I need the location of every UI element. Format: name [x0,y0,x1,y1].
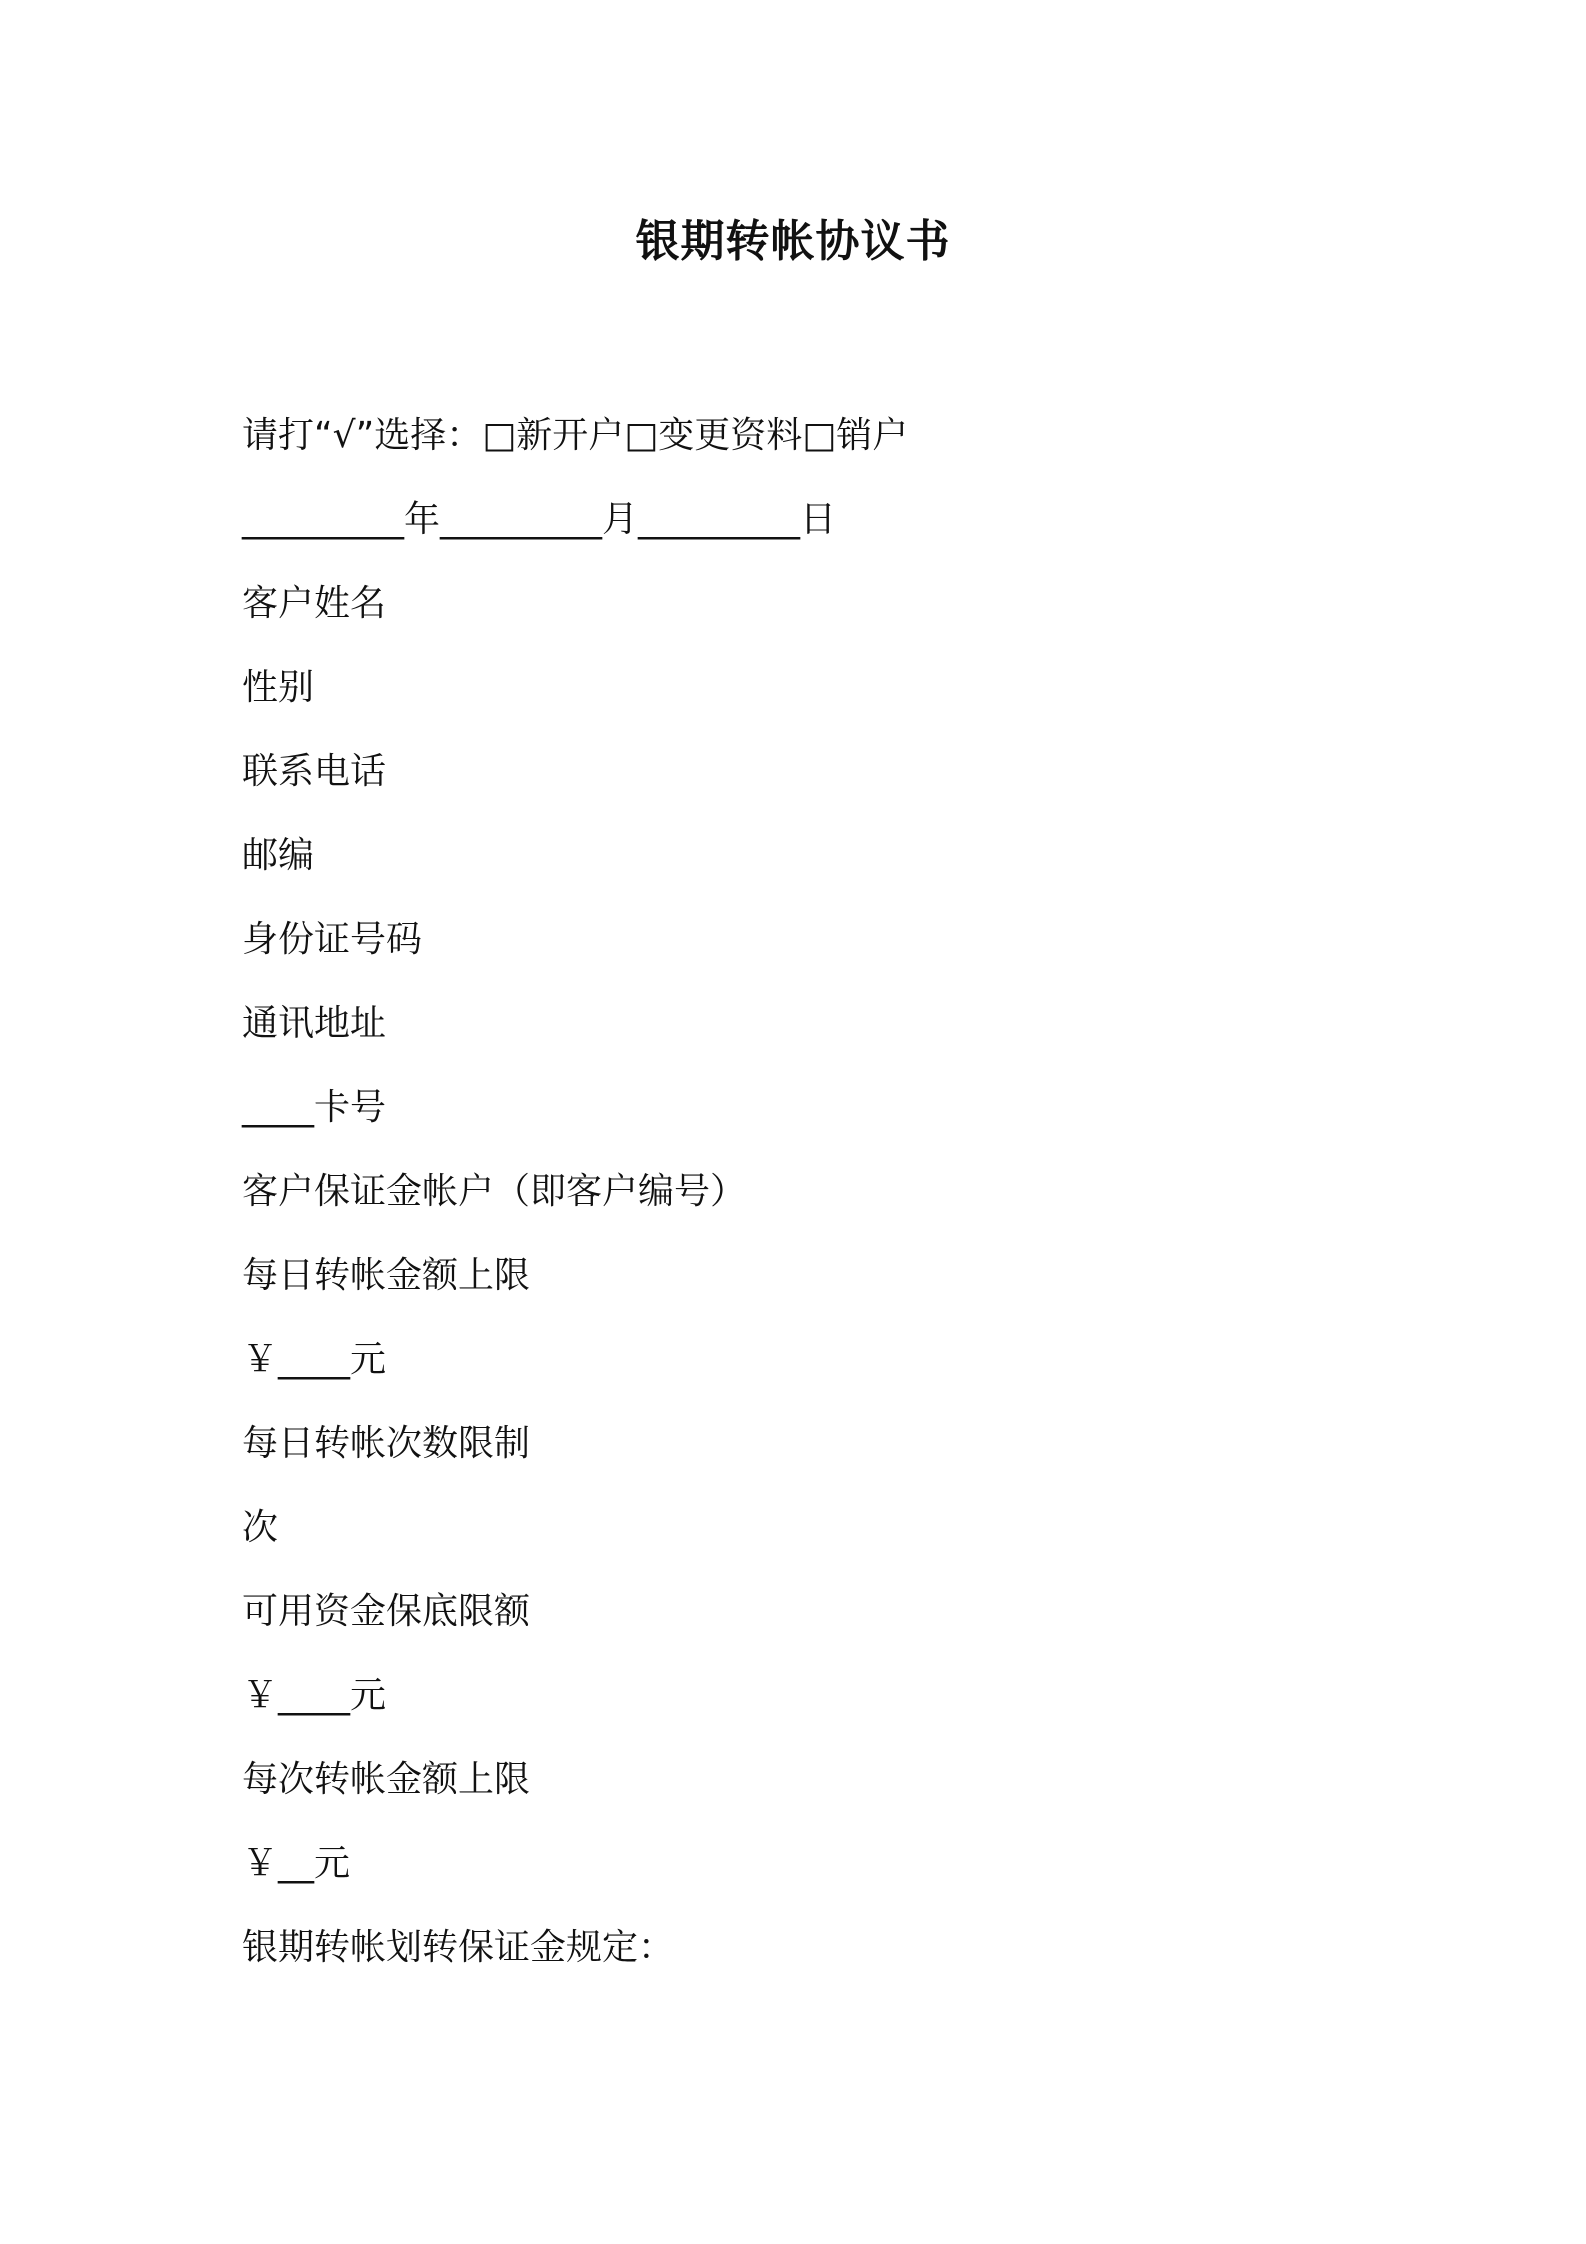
document-title: 银期转帐协议书 [635,216,951,267]
field-id-number: 身份证号码 [242,919,423,960]
field-min-balance: 可用资金保底限额 [242,1591,531,1632]
field-margin-account: 客户保证金帐户（即客户编号） [242,1171,747,1212]
field-address: 通讯地址 [242,1003,387,1044]
field-customer-name: 客户姓名 [242,583,387,624]
date-line: _________年_________月_________日 [242,499,836,540]
section-transfer-rules: 银期转帐划转保证金规定： [242,1927,675,1968]
field-daily-count-value: 次 [242,1507,279,1548]
field-phone: 联系电话 [242,751,387,792]
field-per-transfer-value: ￥__元 [242,1843,351,1884]
field-card-number: ____卡号 [242,1087,387,1128]
field-postcode: 邮编 [242,835,315,876]
field-daily-amount-limit: 每日转帐金额上限 [242,1255,531,1296]
selection-instruction: 请打“√”选择：□新开户□变更资料□销户 [242,415,909,456]
field-daily-amount-value: ￥____元 [242,1339,387,1380]
field-gender: 性别 [242,667,315,708]
field-per-transfer-limit: 每次转帐金额上限 [242,1759,531,1800]
field-daily-count-limit: 每日转帐次数限制 [242,1423,531,1464]
field-min-balance-value: ￥____元 [242,1675,387,1716]
